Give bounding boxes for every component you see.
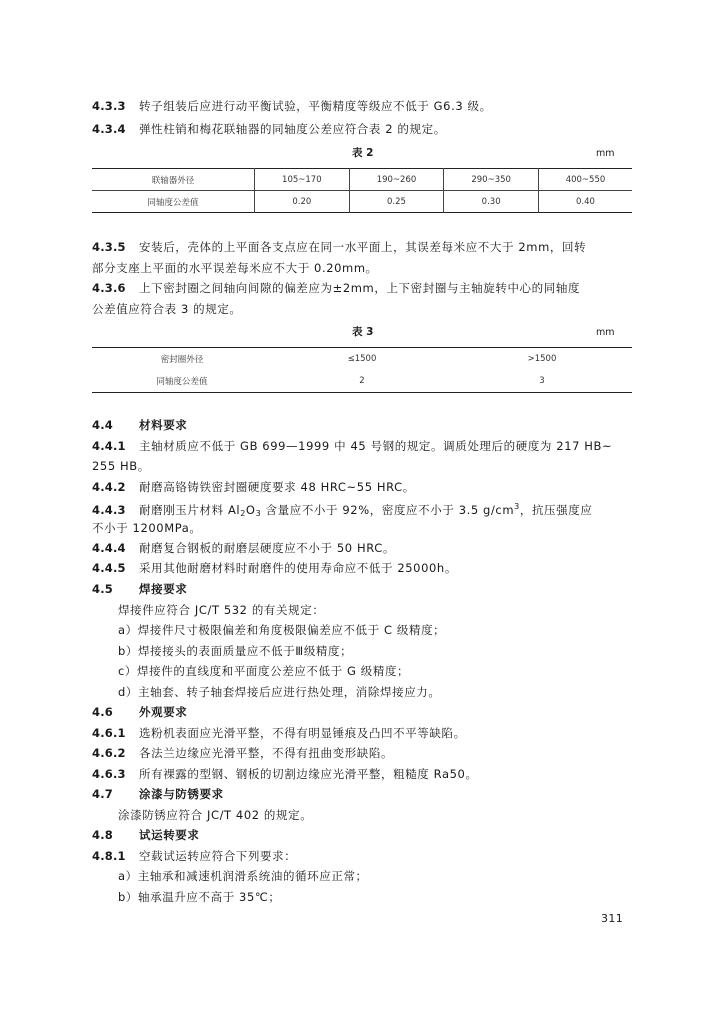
section-title: 外观要求 bbox=[139, 705, 188, 719]
clause-number: 4.8.1 bbox=[92, 849, 126, 863]
clause-number: 4.4.3 bbox=[92, 503, 126, 517]
table-row bbox=[92, 169, 632, 191]
table-2 bbox=[92, 168, 632, 213]
table-3-caption: 表 3 bbox=[352, 326, 374, 338]
clause-text: 耐磨高铬铸铁密封圈硬度要求 48 HRC~55 HRC。 bbox=[139, 480, 415, 494]
list-item: b）焊接接头的表面质量应不低于Ⅲ级精度； bbox=[118, 644, 353, 658]
clause-4-4-1-cont bbox=[92, 459, 632, 473]
list-item: c）焊接件的直线度和平面度公差应不低于 G 级精度； bbox=[118, 664, 410, 678]
section-title: 涂漆与防锈要求 bbox=[139, 787, 224, 801]
clause-number: 4.4.5 bbox=[92, 561, 126, 575]
section-number: 4.4 bbox=[92, 418, 113, 432]
list-item: a）主轴承和减速机润滑系统油的循环应正常； bbox=[118, 869, 368, 883]
row-header: 联轴器外径 bbox=[92, 169, 255, 191]
section-number: 4.8 bbox=[92, 828, 113, 842]
list-item: b）轴承温升应不高于 35℃； bbox=[118, 890, 281, 904]
clause-number: 4.3.3 bbox=[92, 99, 126, 113]
clause-4-3-5-cont bbox=[92, 261, 632, 275]
section-number: 4.6 bbox=[92, 705, 113, 719]
list-item: a）焊接件尺寸极限偏差和角度极限偏差应不低于 C 级精度； bbox=[118, 623, 446, 637]
clause-4-6-1 bbox=[92, 726, 632, 740]
clause-number: 4.6.3 bbox=[92, 767, 126, 781]
clause-number: 4.6.2 bbox=[92, 746, 126, 760]
clause-text: 255 HB。 bbox=[92, 459, 150, 473]
table-cell: 400~550 bbox=[538, 169, 632, 191]
clause-number: 4.4.1 bbox=[92, 439, 126, 453]
table-2-unit: mm bbox=[596, 148, 615, 159]
table-cell: ≤1500 bbox=[347, 354, 377, 364]
row-header: 同轴度公差值 bbox=[156, 377, 208, 387]
table-2-caption: 表 2 bbox=[352, 147, 374, 159]
clause-4-4-3 bbox=[92, 500, 632, 521]
clause-number: 4.3.5 bbox=[92, 240, 126, 254]
section-4-5-intro: 焊接件应符合 JC/T 532 的有关规定： bbox=[118, 603, 325, 617]
clause-text: 公差值应符合表 3 的规定。 bbox=[92, 302, 242, 316]
table-cell: 190~260 bbox=[349, 169, 444, 191]
section-title: 试运转要求 bbox=[139, 828, 200, 842]
row-header: 同轴度公差值 bbox=[147, 197, 199, 208]
clause-4-4-4 bbox=[92, 541, 632, 555]
clause-number: 4.3.6 bbox=[92, 281, 126, 295]
clause-text: 主轴材质应不低于 GB 699—1999 中 45 号钢的规定。调质处理后的硬度为 217 HB~ bbox=[139, 439, 613, 453]
clause-text: 耐磨复合钢板的耐磨层硬度应不小于 50 HRC。 bbox=[139, 541, 395, 555]
section-4-7-heading bbox=[92, 787, 632, 801]
clause-4-6-2 bbox=[92, 746, 632, 760]
table-cell: 3 bbox=[539, 376, 545, 386]
clause-text: 耐磨刚玉片材料 Al bbox=[139, 503, 241, 517]
table-cell: >1500 bbox=[527, 354, 557, 364]
section-4-5-heading bbox=[92, 582, 632, 596]
clause-text: 不小于 1200MPa。 bbox=[92, 521, 202, 535]
subscript: 3 bbox=[255, 509, 262, 518]
clause-text: 弹性柱销和梅花联轴器的同轴度公差应符合表 2 的规定。 bbox=[139, 122, 446, 136]
clause-text: 选粉机表面应光滑平整，不得有明显锤痕及凸凹不平等缺陷。 bbox=[139, 726, 466, 740]
table-cell: 0.25 bbox=[349, 191, 444, 213]
clause-number: 4.6.1 bbox=[92, 726, 126, 740]
superscript: 3 bbox=[514, 502, 520, 511]
clause-text: 空载试运转应符合下列要求： bbox=[139, 849, 297, 863]
table-3-unit: mm bbox=[596, 327, 615, 338]
clause-text: 安装后，壳体的上平面各支点应在同一水平面上，其误差每米应不大于 2mm，回转 bbox=[139, 240, 587, 254]
table-cell: 0.30 bbox=[444, 191, 539, 213]
table-row bbox=[92, 191, 632, 213]
section-title: 材料要求 bbox=[139, 418, 188, 432]
row-header: 密封圈外径 bbox=[160, 355, 204, 365]
clause-text: 含量应不小于 92%，密度应不小于 3.5 g/cm bbox=[261, 503, 515, 517]
clause-number: 4.3.4 bbox=[92, 122, 126, 136]
section-4-8-heading bbox=[92, 828, 632, 842]
clause-text: O bbox=[245, 503, 256, 517]
section-4-7-text: 涂漆防锈应符合 JC/T 402 的规定。 bbox=[118, 808, 313, 822]
table-cell: 290~350 bbox=[444, 169, 539, 191]
clause-4-4-5 bbox=[92, 561, 632, 575]
clause-4-6-3 bbox=[92, 767, 632, 781]
clause-4-3-6-cont bbox=[92, 302, 632, 316]
table-row bbox=[92, 348, 632, 371]
clause-text: 部分支座上平面的水平误差每米应不大于 0.20mm。 bbox=[92, 261, 378, 275]
clause-number: 4.4.2 bbox=[92, 480, 126, 494]
section-4-4-heading bbox=[92, 418, 632, 432]
table-cell: 0.20 bbox=[255, 191, 350, 213]
clause-4-3-6 bbox=[92, 281, 632, 295]
clause-text: 采用其他耐磨材料时耐磨件的使用寿命应不低于 25000h。 bbox=[139, 561, 457, 575]
clause-number: 4.4.4 bbox=[92, 541, 126, 555]
clause-text: 所有裸露的型钢、钢板的切割边缘应光滑平整，粗糙度 Ra50。 bbox=[139, 767, 478, 781]
page-number: 311 bbox=[601, 912, 624, 925]
clause-text: 各法兰边缘应光滑平整，不得有扭曲变形缺陷。 bbox=[139, 746, 394, 760]
clause-4-4-2 bbox=[92, 480, 632, 494]
clause-4-4-1 bbox=[92, 439, 632, 453]
clause-text: 上下密封圈之间轴向间隙的偏差应为±2mm，上下密封圈与主轴旋转中心的同轴度 bbox=[139, 281, 581, 295]
clause-text: ，抗压强度应 bbox=[519, 503, 593, 517]
table-cell: 0.40 bbox=[538, 191, 632, 213]
list-item: d）主轴套、转子轴套焊接后应进行热处理，消除焊接应力。 bbox=[118, 685, 441, 699]
section-4-6-heading bbox=[92, 705, 632, 719]
table-cell: 105~170 bbox=[255, 169, 350, 191]
table-row bbox=[92, 370, 632, 393]
section-title: 焊接要求 bbox=[139, 582, 188, 596]
clause-4-8-1 bbox=[92, 849, 632, 863]
clause-4-3-5 bbox=[92, 240, 632, 254]
clause-text: 转子组装后应进行动平衡试验，平衡精度等级应不低于 G6.3 级。 bbox=[139, 99, 492, 113]
section-number: 4.7 bbox=[92, 787, 113, 801]
section-number: 4.5 bbox=[92, 582, 113, 596]
clause-4-3-3 bbox=[92, 99, 632, 113]
clause-4-3-4 bbox=[92, 122, 632, 136]
subscript: 2 bbox=[240, 509, 246, 518]
table-cell: 2 bbox=[359, 376, 365, 386]
clause-4-4-3-cont bbox=[92, 521, 632, 535]
table-3 bbox=[92, 347, 632, 393]
